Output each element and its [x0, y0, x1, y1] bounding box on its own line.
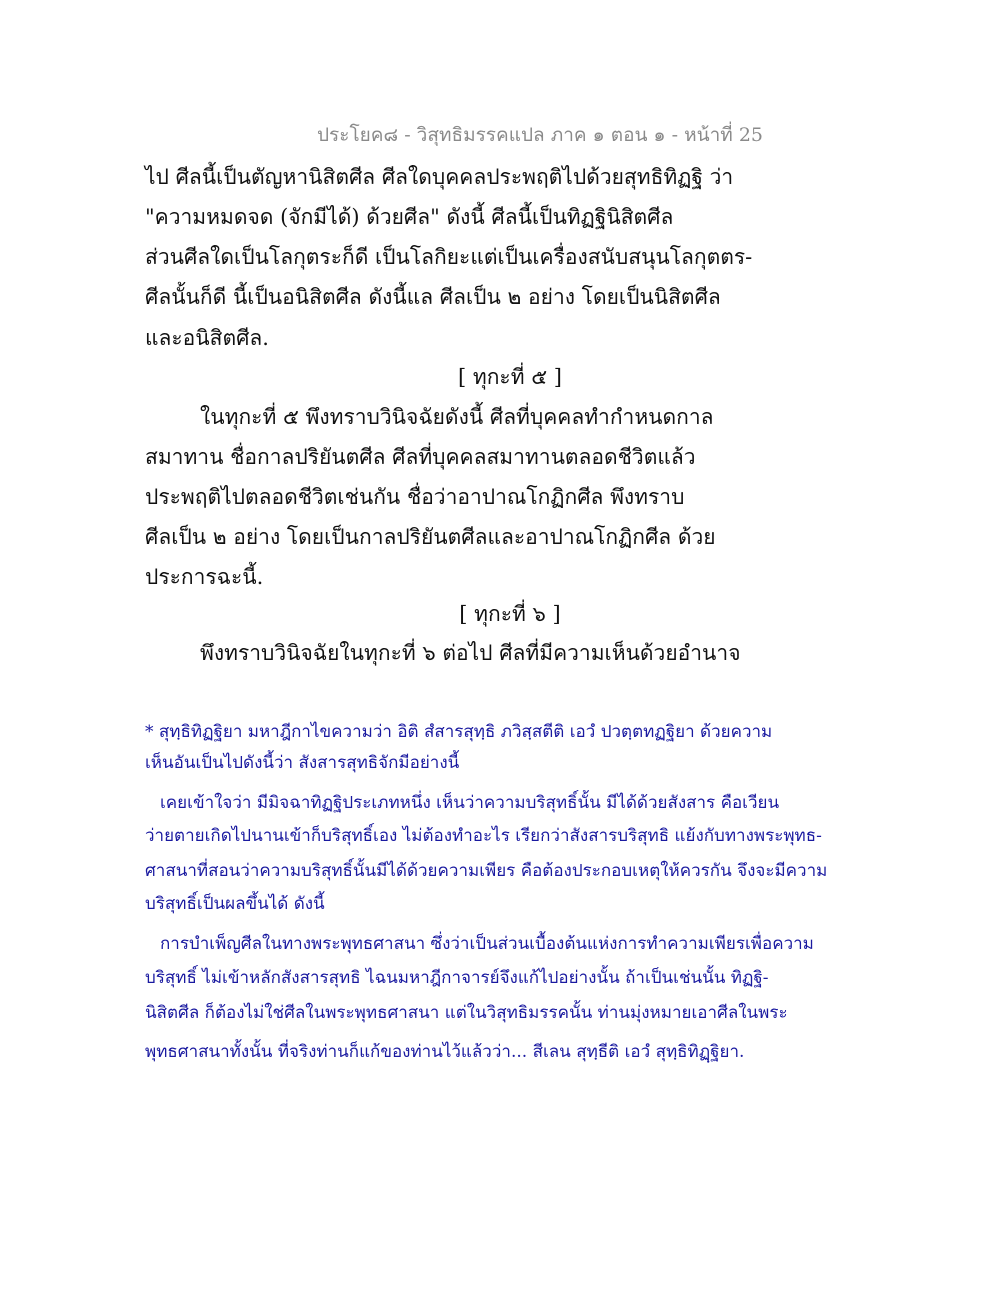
- footnote-line: เห็นอันเป็นไปดังนี้ว่า สังสารสุทธิจักมีอย่างนี้: [145, 753, 460, 773]
- running-header: ประโยค๘ - วิสุทธิมรรคแปล ภาค ๑ ตอน ๑ - หน้าที่ 25: [317, 124, 763, 146]
- body-line: ศีลเป็น ๒ อย่าง โดยเป็นกาลปริยันตศีลและอาปาณโกฏิกศีล ด้วย: [145, 525, 716, 549]
- body-line: ส่วนศีลใดเป็นโลกุตระก็ดี เป็นโลกิยะแต่เป็นเครื่องสนับสนุนโลกุตตร-: [145, 245, 753, 269]
- body-line: สมาทาน ชื่อกาลปริยันตศีล ศีลที่บุคคลสมาทานตลอดชีวิตแล้ว: [145, 445, 696, 469]
- body-line: ในทุกะที่ ๕ พึงทราบวินิจฉัยดังนี้ ศีลที่บุคคลทำกำหนดกาล: [200, 405, 714, 429]
- footnote-line: นิสิตศีล ก็ต้องไม่ใช่ศีลในพระพุทธศาสนา แต่ในวิสุทธิมรรคนั้น ท่านมุ่งหมายเอาศีลในพระ: [145, 1003, 788, 1023]
- footnote-line: ศาสนาที่สอนว่าความบริสุทธิ์นั้นมีได้ด้วยความเพียร คือต้องประกอบเหตุให้ควรกัน จึงจะมีความ: [145, 861, 828, 881]
- footnote-line: เคยเข้าใจว่า มีมิจฉาทิฏฐิประเภทหนึ่ง เห็นว่าความบริสุทธิ์นั้น มีได้ด้วยสังสาร คือเวียน: [160, 793, 780, 813]
- body-line: ประการฉะนี้.: [145, 565, 264, 589]
- body-line: และอนิสิตศีล.: [145, 326, 269, 350]
- footnote-line: การบำเพ็ญศีลในทางพระพุทธศาสนา ซึ่งว่าเป็นส่วนเบื้องต้นแห่งการทำความเพียรเพื่อความ: [160, 934, 814, 954]
- body-line: ศีลนั้นก็ดี นี้เป็นอนิสิตศีล ดังนี้แล ศีลเป็น ๒ อย่าง โดยเป็นนิสิตศีล: [145, 285, 721, 309]
- body-line: พึงทราบวินิจฉัยในทุกะที่ ๖ ต่อไป ศีลที่มีความเห็นด้วยอำนาจ: [200, 641, 741, 665]
- body-line: "ความหมดจด (จักมีได้) ด้วยศีล" ดังนี้ ศีลนี้เป็นทิฏฐินิสิตศีล: [145, 205, 674, 229]
- footnote-line: บริสุทธิ์เป็นผลขึ้นได้ ดังนี้: [145, 894, 325, 914]
- section-heading-5: [ ทุกะที่ ๕ ]: [458, 365, 562, 389]
- footnote-line: บริสุทธิ์ ไม่เข้าหลักสังสารสุทธิ ไฉนมหาฎีกาจารย์จึงแก้ไปอย่างนั้น ถ้าเป็นเช่นนั้น ทิฏฐิ-: [145, 968, 769, 988]
- body-line: ประพฤติไปตลอดชีวิตเช่นกัน ชื่อว่าอาปาณโกฏิกศีล พึงทราบ: [145, 485, 685, 509]
- section-heading-6: [ ทุกะที่ ๖ ]: [459, 602, 561, 626]
- footnote-line: * สุทฺธิทิฏฐิยา มหาฎีกาไขความว่า อิติ สํสารสุทฺธิ ภวิสฺสตีติ เอวํ ปวตฺตทฏฐิยา ด้วยความ: [145, 722, 773, 742]
- footnote-line: พุทธศาสนาทั้งนั้น ที่จริงท่านก็แก้ของท่านไว้แล้วว่า... สีเลน สุทฺธีติ เอวํ สุทฺธิทิฏฺฐิยา.: [145, 1042, 745, 1062]
- footnote-line: ว่ายตายเกิดไปนานเข้าก็บริสุทธิ์เอง ไม่ต้องทำอะไร เรียกว่าสังสารบริสุทธิ แย้งกับทางพระพุทธ-: [145, 826, 822, 846]
- body-line: ไป ศีลนี้เป็นตัญหานิสิตศีล ศีลใดบุคคลประพฤติไปด้วยสุทธิทิฏฐิ ว่า: [145, 165, 734, 189]
